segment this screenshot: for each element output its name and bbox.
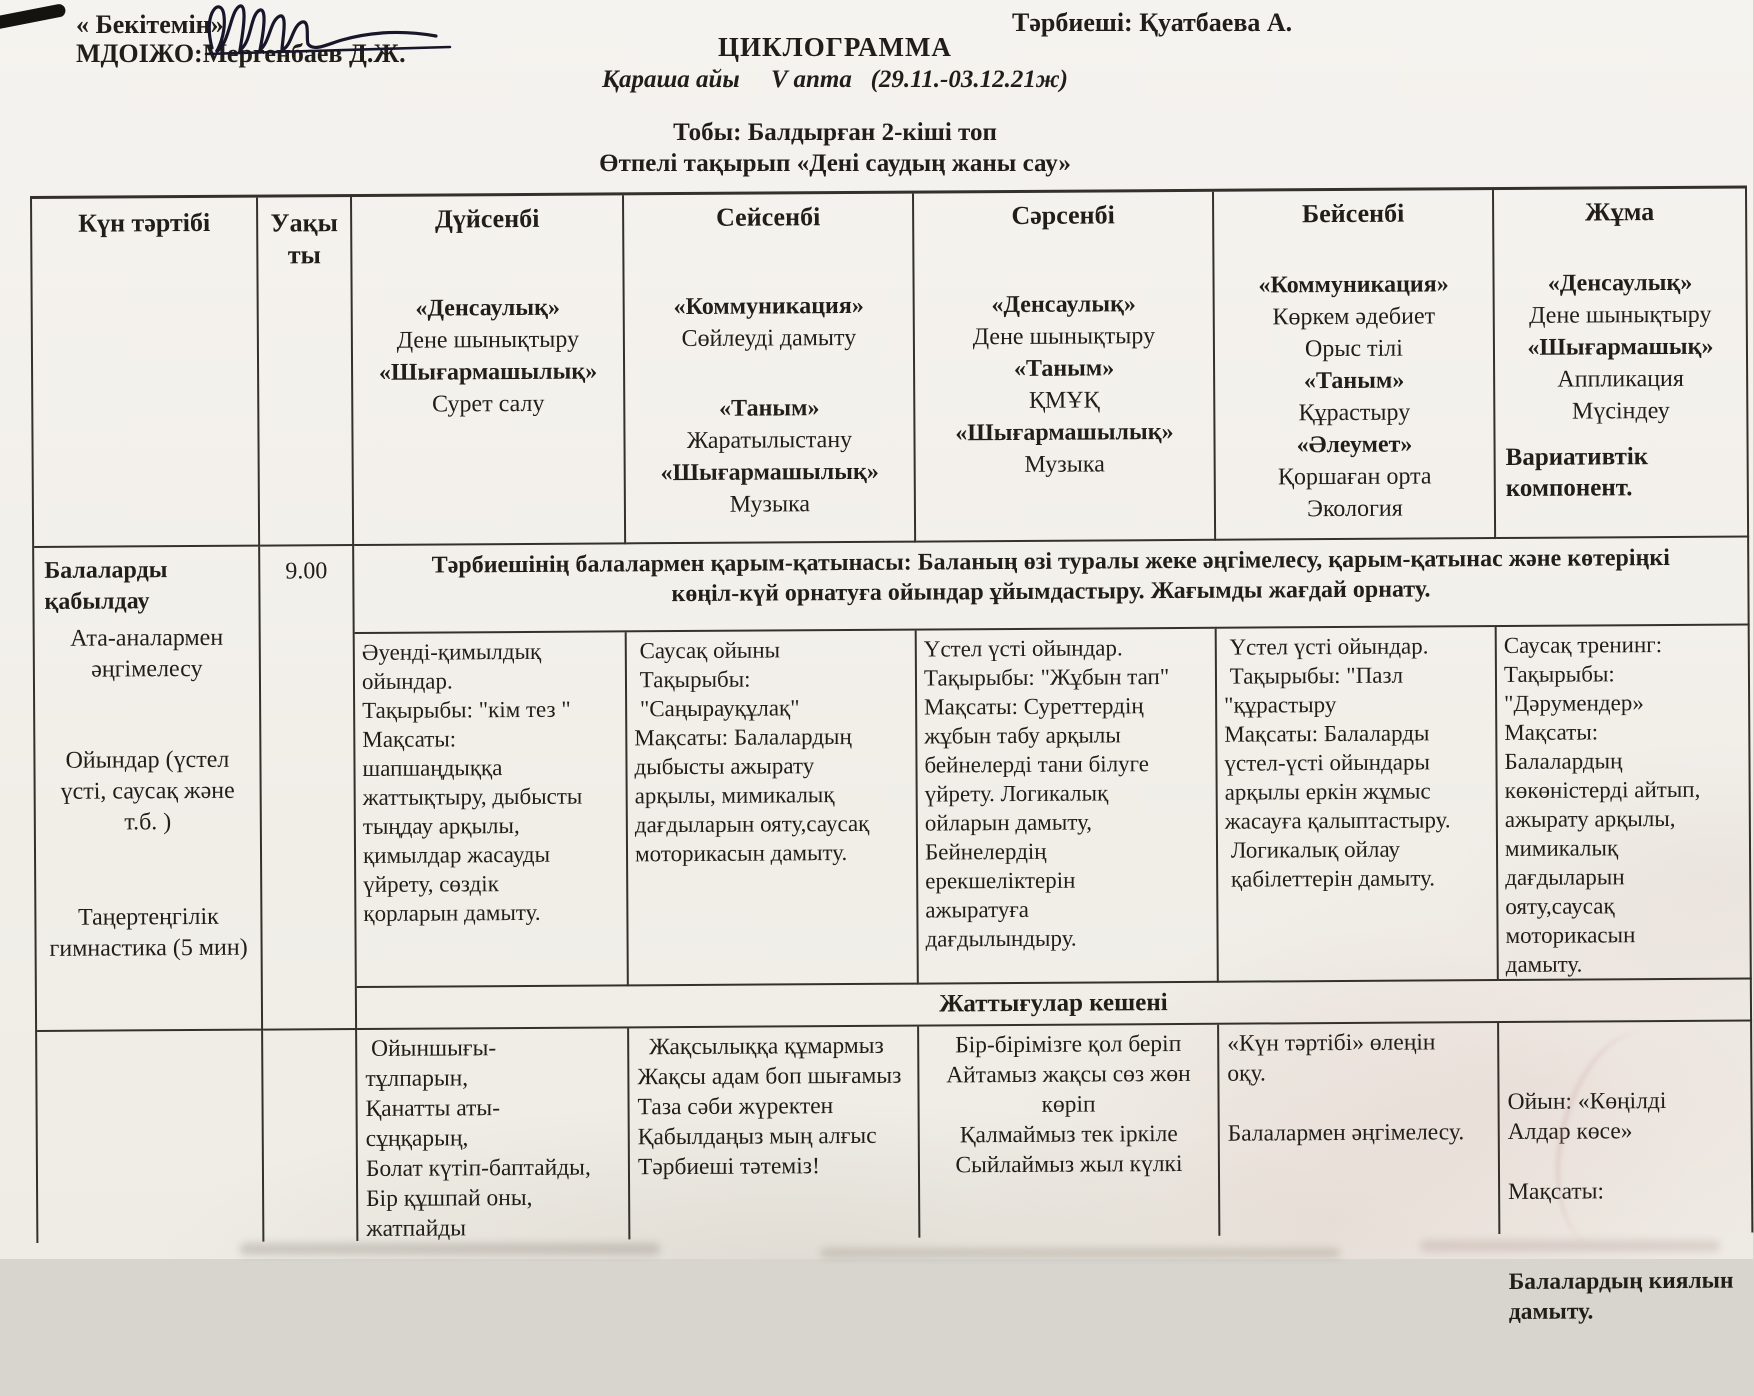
- time-cell: [260, 546, 357, 1031]
- subject-area: «Әлеумет»: [1296, 431, 1413, 459]
- activity-tuesday: Саусақ ойыны Тақырыбы: "Саңырауқұлақ" Мақсаты: Балалардың дыбысты ажырату арқылы, мимикалық дағдыларын ояту,саусақ моторикасын дамыту.: [627, 631, 919, 987]
- time-value: 9.00: [285, 558, 328, 585]
- col-header-routine-label: Күн тәртібі: [78, 207, 211, 238]
- poem-thursday: «Күн тәртібі» өлеңін оқу. Балалармен әңгімелесу.: [1219, 1023, 1500, 1236]
- subject: Көркем әдебиет: [1272, 303, 1436, 331]
- subject: Сурет салу: [432, 390, 545, 418]
- day-header-monday: [352, 195, 626, 546]
- day-header-wednesday: [914, 192, 1216, 543]
- subject-area: «Таным»: [1013, 355, 1115, 382]
- subject: Орыс тілі: [1304, 335, 1403, 363]
- day-name: Жұма: [1584, 197, 1655, 227]
- subject: Жаратылыстану: [686, 426, 853, 454]
- activity-monday: Әуенді-қимылдық ойындар. Тақырыбы: "кім тез " Мақсаты: шапшаңдыққа жаттықтыру, дыбысты тыңдау арқылы, қимылдар жасауды үйрету, сөздік қорларын дамыту.: [355, 632, 629, 988]
- subject: Дене шынықтыру: [972, 323, 1156, 351]
- empty-cell: [37, 1031, 264, 1243]
- variative-component: Вариативтік компонент.: [1505, 443, 1649, 502]
- poem-monday: Ойыншығы- тұлпарын, Қанатты аты- сұңқарың, Болат күтіп-баптайды, Бір құшпай оны, жатпайды: [357, 1028, 630, 1241]
- subject-area: «Таным»: [719, 395, 820, 422]
- scan-artifact: [820, 1248, 1340, 1258]
- subject-area: «Шығармашылық»: [955, 419, 1174, 447]
- subject: Дене шынықтыру: [1529, 301, 1712, 329]
- routine-item: Ата-аналармен әңгімелесу: [70, 624, 224, 683]
- empty-cell: [263, 1030, 358, 1242]
- subject: Қоршаған орта: [1277, 463, 1432, 491]
- subject-area: «Денсаулық»: [991, 291, 1136, 319]
- activity-friday: Саусақ тренинг: Тақырыбы: "Дәрумендер» Мақсаты: Балалардың көкөністерді айтып, ажырату арқылы, мимикалық дағдыларын ояту,саусақ моторикасын дамыту.: [1497, 626, 1752, 982]
- col-header-time: [258, 197, 354, 547]
- routine-title: Балаларды қабылдау: [44, 557, 168, 615]
- pen-mark: [0, 3, 67, 30]
- day-header-friday: [1494, 189, 1749, 540]
- subject-area: «Денсаулық»: [1547, 269, 1693, 297]
- page-title: ЦИКЛОГРАММА: [718, 32, 952, 62]
- scan-artifact: [1420, 1240, 1720, 1252]
- subject: Музыка: [1024, 451, 1105, 478]
- routine-item: Ойындар (үстел үсті, саусақ және т.б. ): [60, 746, 235, 836]
- activity-wednesday: Үстел үсті ойындар. Тақырыбы: "Жұбын тап" Мақсаты: Суреттердің жұбын табу арқылы бейнелерді тани білуге үйрету. Логикалық ойларын дамыту, Бейнелердің ерекшеліктерін ажыратуға дағдылындыру.: [917, 629, 1219, 985]
- week-subtitle: Қараша айы V апта (29.11.-03.12.21ж): [601, 66, 1068, 93]
- subject: Музыка: [729, 491, 811, 518]
- day-header-thursday: [1214, 190, 1496, 541]
- routine-item: Таңертеңгілік гимнастика (5 мин): [49, 903, 248, 962]
- routine-cell: [34, 547, 263, 1032]
- exercise-banner: Жаттығулар кешені: [357, 979, 1752, 1030]
- day-name: Дүйсенбі: [434, 203, 540, 234]
- poem-wednesday: Бір-бірімізге қол беріп Айтамыз жақсы сөз жөн көріп Қалмаймыз тек іркіле Сыйлаймыз жыл күлкі: [919, 1025, 1220, 1238]
- subject: Экология: [1307, 495, 1403, 523]
- day-header-tuesday: [624, 194, 916, 545]
- subject: Дене шынықтыру: [396, 326, 580, 354]
- subject-area: «Коммуникация»: [673, 292, 864, 321]
- friday-goal: Балалардың киялын дамыту.: [1508, 1267, 1734, 1325]
- subject-area: «Шығармашылық»: [378, 358, 598, 386]
- org-name: МДОІЖО:Мергенбаев Д.Ж.: [76, 39, 406, 68]
- day-name: Бейсенбі: [1301, 198, 1405, 229]
- subject: ҚМҰҚ: [1028, 387, 1100, 414]
- col-header-routine: [32, 198, 260, 548]
- group-line: Тобы: Балдырған 2-кіші топ: [673, 119, 997, 146]
- document-header: [370, 32, 1300, 178]
- day-name: Сәрсенбі: [1011, 200, 1115, 231]
- col-header-time-label: Уақыты: [270, 208, 338, 270]
- day-name: Сейсенбі: [715, 202, 821, 232]
- subject-area: «Таным»: [1303, 367, 1405, 395]
- subject: Сөйлеуді дамыту: [681, 324, 857, 353]
- theme-line: Өтпелі тақырып «Дені саудың жаны сау»: [599, 150, 1071, 177]
- teacher-name: Тәрбиеші: Қуатбаева А.: [1012, 8, 1293, 37]
- subject-area: «Коммуникация»: [1258, 271, 1449, 299]
- activity-thursday: Үстел үсті ойындар. Тақырыбы: "Пазл "құрастыру Мақсаты: Балаларды үстел-үсті ойындары арқылы еркін жұмыс жасауға қалыптастыру. Логикалық ойлау қабілеттерін дамыту.: [1217, 627, 1499, 983]
- poem-tuesday: Жақсылыққа құмармыз Жақсы адам боп шығамыз Таза сәби жүректен Қабылдаңыз мың алғыс Тәрбиеші тәтеміз!: [629, 1027, 920, 1240]
- friday-game: Ойын: «Көңілді Алдар көсе» Мақсаты:: [1507, 1088, 1667, 1205]
- approve-label: « Бекітемін»: [76, 10, 224, 39]
- subject: Аппликация: [1557, 365, 1684, 393]
- subject: Мүсіндеу: [1571, 397, 1670, 425]
- subject-area: «Шығармашық»: [1527, 333, 1714, 361]
- subject-area: «Шығармашылық»: [660, 458, 879, 487]
- scan-artifact: [240, 1243, 660, 1255]
- intro-cell: Тәрбиешінің балалармен қарым-қатынасы: Баланың өзі туралы жеке әңгімелесу, қарым-қатынас және көтеріңкі көңіл-күй орнатуға ойындар ұйымдастыру. Жағымды жағдай орнату.: [354, 538, 1750, 635]
- subject: Құрастыру: [1298, 399, 1411, 427]
- schedule-table: [30, 186, 1753, 1325]
- subject-area: «Денсаулық»: [415, 294, 560, 322]
